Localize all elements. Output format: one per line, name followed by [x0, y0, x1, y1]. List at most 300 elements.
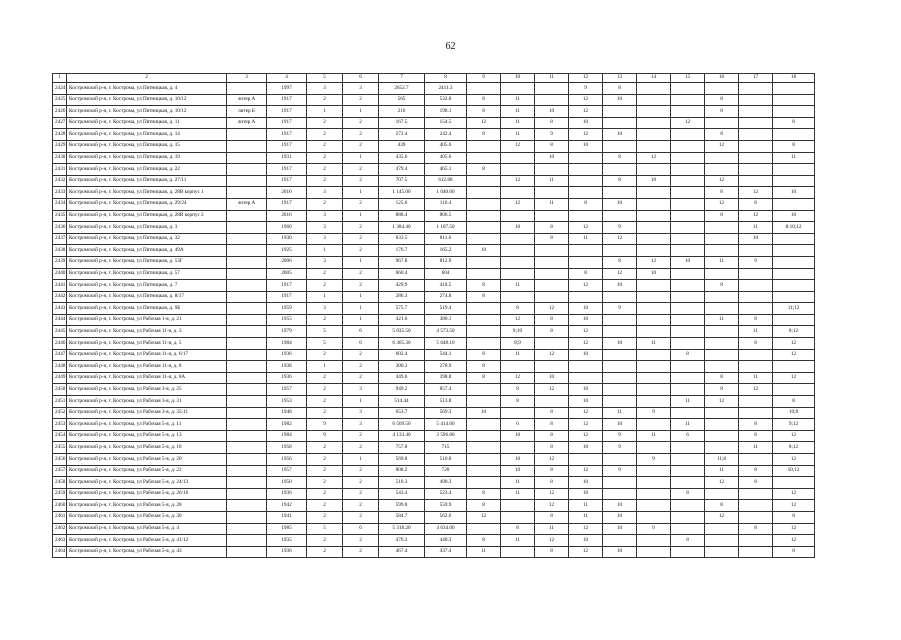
row-number-cell: 2434 — [53, 198, 67, 210]
table-cell: 8 — [603, 175, 637, 187]
table-cell — [467, 326, 501, 338]
table-cell: 479.4 — [379, 164, 425, 176]
address-cell: Костромской р-н, г. Кострома, ул Пятницкая, д. 57 — [67, 268, 227, 280]
table-cell: 125.6 — [379, 198, 425, 210]
table-cell: 2 — [343, 500, 379, 512]
row-number-cell: 2441 — [53, 280, 67, 292]
row-number-cell: 2454 — [53, 430, 67, 442]
table-cell: 11 — [501, 535, 535, 547]
table-cell: 510.8 — [425, 454, 467, 466]
table-cell: 1955 — [267, 314, 307, 326]
table-cell: 8 — [467, 349, 501, 361]
address-cell: Костромской р-н, г. Кострома, ул Пятницкая, д. 11 — [67, 117, 227, 129]
table-cell: 1984 — [267, 430, 307, 442]
table-cell — [535, 268, 569, 280]
table-cell: 8 — [569, 198, 603, 210]
table-cell — [227, 407, 267, 419]
table-cell: 10 — [569, 442, 603, 454]
row-number-cell: 2431 — [53, 164, 67, 176]
table-cell — [637, 140, 671, 152]
table-cell: 10 — [467, 407, 501, 419]
table-cell: 8 — [467, 488, 501, 500]
column-number-cell: 6 — [343, 74, 379, 83]
table-cell: литер А — [227, 94, 267, 106]
table-cell — [501, 83, 535, 95]
table-cell — [535, 245, 569, 257]
table-cell — [227, 430, 267, 442]
table-cell: 12 — [569, 546, 603, 558]
table-cell: 4 133.40 — [379, 430, 425, 442]
column-number-cell: 8 — [425, 74, 467, 83]
table-cell: 8 — [705, 187, 739, 199]
table-cell: 11 — [705, 465, 739, 477]
table-cell: 10 — [501, 454, 535, 466]
table-cell: 1 — [343, 256, 379, 268]
table-cell: 1957 — [267, 465, 307, 477]
table-cell — [671, 326, 705, 338]
table-cell: 12 — [603, 233, 637, 245]
table-cell: 8 — [739, 338, 773, 350]
table-row — [53, 164, 815, 176]
table-cell — [671, 152, 705, 164]
row-number-cell: 2430 — [53, 152, 67, 164]
table-cell: 12 — [637, 152, 671, 164]
table-cell: 12 — [569, 129, 603, 141]
table-cell: 2 — [307, 454, 343, 466]
table-cell: 2 — [307, 349, 343, 361]
address-cell: Костромской р-н, г. Кострома, ул Пятницкая, д. 8/17 — [67, 291, 227, 303]
table-cell — [501, 500, 535, 512]
column-number-cell: 17 — [739, 74, 773, 83]
table-cell — [671, 523, 705, 535]
table-cell: 2 — [343, 442, 379, 454]
table-cell: 2 — [307, 129, 343, 141]
row-number-cell: 2458 — [53, 477, 67, 489]
table-cell — [467, 465, 501, 477]
address-cell: Костромской р-н, г. Кострома, ул Пятницкая, д. 3 — [67, 222, 227, 234]
row-number-cell: 2443 — [53, 303, 67, 315]
table-cell: 523.4 — [425, 488, 467, 500]
table-cell: 8 — [535, 511, 569, 523]
table-cell — [773, 233, 815, 245]
table-cell: 278.9 — [425, 361, 467, 373]
table-cell: 8;12 — [773, 326, 815, 338]
table-cell — [227, 175, 267, 187]
table-cell — [739, 454, 773, 466]
table-cell: 2006 — [267, 256, 307, 268]
table-cell: 1953 — [267, 396, 307, 408]
row-number-cell: 2435 — [53, 210, 67, 222]
table-cell: 11 — [467, 546, 501, 558]
address-cell: Костромской р-н, г. Кострома, ул Пятницкая, д. 53Г — [67, 256, 227, 268]
table-cell: 8 — [739, 465, 773, 477]
table-cell — [227, 465, 267, 477]
table-cell: 2 — [343, 129, 379, 141]
row-number-cell: 2433 — [53, 187, 67, 199]
table-cell — [637, 361, 671, 373]
table-cell: 5 — [307, 338, 343, 350]
table-cell: 116.4 — [425, 198, 467, 210]
table-row — [53, 349, 815, 361]
row-number-cell: 2449 — [53, 372, 67, 384]
row-number-cell: 2450 — [53, 384, 67, 396]
table-cell — [227, 303, 267, 315]
table-cell: 176.7 — [379, 245, 425, 257]
table-cell: 11 — [671, 419, 705, 431]
table-cell — [227, 349, 267, 361]
table-cell — [671, 187, 705, 199]
column-number-cell: 13 — [603, 74, 637, 83]
table-cell — [705, 152, 739, 164]
table-row — [53, 384, 815, 396]
table-cell — [535, 210, 569, 222]
table-cell — [569, 361, 603, 373]
table-cell: 2652.7 — [379, 83, 425, 95]
address-cell: Костромской р-н, г. Кострома, ул Рабочая 11-я, д. 8А — [67, 372, 227, 384]
table-cell: 8 — [739, 477, 773, 489]
table-cell: 599.8 — [379, 500, 425, 512]
table-cell: 1935 — [267, 535, 307, 547]
table-cell: 12 — [501, 372, 535, 384]
table-cell: 532.8 — [425, 94, 467, 106]
table-cell: 2 — [307, 175, 343, 187]
table-cell: 3 — [307, 187, 343, 199]
table-cell: 10 — [569, 384, 603, 396]
table-cell: 565 — [379, 94, 425, 106]
table-cell: 8 — [773, 511, 815, 523]
table-cell: 10 — [603, 280, 637, 292]
table-cell: 10 — [535, 152, 569, 164]
table-cell: 10 — [603, 500, 637, 512]
table-cell — [637, 198, 671, 210]
table-cell: 10 — [569, 535, 603, 547]
address-cell: Костромской р-н, г. Кострома, ул Пятницкая, д. 49А — [67, 245, 227, 257]
table-cell: 8 — [705, 94, 739, 106]
table-cell: 2 — [307, 140, 343, 152]
table-cell: 12 — [773, 500, 815, 512]
table-cell: 12 — [501, 140, 535, 152]
table-cell — [671, 361, 705, 373]
table-cell — [637, 83, 671, 95]
address-cell: Костромской р-н, г. Кострома, ул Пятницкая, д. 14 — [67, 129, 227, 141]
table-cell: 8 — [467, 535, 501, 547]
table-cell — [739, 511, 773, 523]
table-cell: 449.6 — [379, 372, 425, 384]
table-cell — [535, 338, 569, 350]
table-cell: 8 — [535, 419, 569, 431]
table-cell: 1917 — [267, 291, 307, 303]
table-cell: 1958 — [267, 442, 307, 454]
table-cell — [603, 314, 637, 326]
table-cell — [705, 291, 739, 303]
table-cell: 11 — [501, 106, 535, 118]
table-cell: 8;10;12 — [773, 222, 815, 234]
table-row — [53, 430, 815, 442]
table-cell — [535, 361, 569, 373]
table-cell — [637, 245, 671, 257]
table-cell — [603, 187, 637, 199]
table-cell: 11 — [739, 326, 773, 338]
table-cell: 242.4 — [425, 129, 467, 141]
table-cell: 8 — [773, 546, 815, 558]
table-cell: 8 — [739, 523, 773, 535]
table-cell: 8 — [773, 396, 815, 408]
table-cell — [773, 361, 815, 373]
table-cell: 8 — [671, 488, 705, 500]
table-cell — [773, 198, 815, 210]
table-cell — [227, 488, 267, 500]
table-cell — [705, 523, 739, 535]
table-cell: 274.8 — [425, 291, 467, 303]
table-cell — [637, 396, 671, 408]
table-cell: 12 — [773, 488, 815, 500]
table-cell: 11 — [705, 314, 739, 326]
table-cell: 12 — [705, 198, 739, 210]
address-cell: Костромской р-н, г. Кострома, ул Рабочая 5-я, д. 30 — [67, 511, 227, 523]
table-cell: 9 — [739, 256, 773, 268]
table-cell: 11 — [501, 94, 535, 106]
table-cell — [671, 384, 705, 396]
table-cell: 11 — [501, 129, 535, 141]
table-cell: 2 — [343, 233, 379, 245]
table-cell — [705, 268, 739, 280]
table-cell: 12 — [467, 511, 501, 523]
table-cell — [671, 83, 705, 95]
table-cell: 12 — [569, 326, 603, 338]
table-cell: 1925 — [267, 245, 307, 257]
table-cell — [773, 268, 815, 280]
table-cell: 2 — [307, 465, 343, 477]
table-cell: 2 — [343, 280, 379, 292]
table-cell — [637, 546, 671, 558]
table-cell — [773, 94, 815, 106]
table-cell: 1 — [343, 106, 379, 118]
row-number-cell: 2453 — [53, 419, 67, 431]
table-cell — [637, 303, 671, 315]
table-cell: 12 — [535, 303, 569, 315]
table-cell: 8 — [773, 140, 815, 152]
table-cell: 6 365.30 — [379, 338, 425, 350]
row-number-cell: 2445 — [53, 326, 67, 338]
table-cell: 3 — [307, 83, 343, 95]
table-cell: 8 — [467, 372, 501, 384]
table-cell: 12 — [705, 396, 739, 408]
table-cell — [637, 280, 671, 292]
table-cell: 10 — [569, 349, 603, 361]
table-cell — [739, 291, 773, 303]
table-cell: 440.3 — [425, 535, 467, 547]
table-cell: 513.8 — [425, 396, 467, 408]
table-cell: 584.7 — [379, 511, 425, 523]
table-cell: 154.5 — [425, 117, 467, 129]
table-cell: 2 — [343, 198, 379, 210]
table-cell: 811.6 — [425, 233, 467, 245]
table-cell — [467, 175, 501, 187]
table-cell — [501, 233, 535, 245]
table-cell: 11 — [535, 523, 569, 535]
row-number-cell: 2425 — [53, 94, 67, 106]
row-number-cell: 2456 — [53, 454, 67, 466]
table-row — [53, 465, 815, 477]
table-cell — [739, 83, 773, 95]
table-cell: 1917 — [267, 140, 307, 152]
table-cell — [739, 488, 773, 500]
table-cell — [671, 442, 705, 454]
table-cell: 2 — [307, 94, 343, 106]
table-cell — [467, 396, 501, 408]
table-cell: 2 — [343, 94, 379, 106]
table-cell: 8 — [467, 500, 501, 512]
table-cell: 11 — [569, 233, 603, 245]
table-cell: 11 — [773, 152, 815, 164]
table-cell: 12 — [739, 210, 773, 222]
table-cell: 1917 — [267, 164, 307, 176]
table-row — [53, 546, 815, 558]
table-cell — [637, 94, 671, 106]
table-cell: 8 — [739, 314, 773, 326]
table-cell — [671, 291, 705, 303]
address-cell: Костромской р-н, г. Кострома, ул Пятницкая, д. 28В корпус 1 — [67, 187, 227, 199]
row-number-cell: 2429 — [53, 140, 67, 152]
table-cell: 11 — [705, 256, 739, 268]
row-number-cell: 2462 — [53, 523, 67, 535]
address-cell: Костромской р-н, г. Кострома, ул Пятницкая, д. 28В корпус 2 — [67, 210, 227, 222]
table-row — [53, 419, 815, 431]
table-cell — [671, 175, 705, 187]
table-cell — [227, 314, 267, 326]
table-cell — [603, 361, 637, 373]
table-cell — [739, 500, 773, 512]
table-cell — [227, 396, 267, 408]
table-cell — [705, 546, 739, 558]
table-cell: 1 — [343, 303, 379, 315]
table-cell: 2 — [343, 175, 379, 187]
table-cell: 12 — [637, 256, 671, 268]
address-cell: Костромской р-н, г. Кострома, ул Рабочая 5-я, д. 4 — [67, 523, 227, 535]
address-cell: Костромской р-н, г. Кострома, ул Пятницкая, д. 7 — [67, 280, 227, 292]
table-cell: 8 — [535, 326, 569, 338]
table-cell: 1 — [343, 314, 379, 326]
table-cell: литер А — [227, 117, 267, 129]
table-row — [53, 106, 815, 118]
table-cell — [603, 106, 637, 118]
table-cell — [501, 164, 535, 176]
table-cell: 3 — [307, 222, 343, 234]
table-cell: 2 — [307, 442, 343, 454]
table-cell — [637, 488, 671, 500]
table-cell: 1917 — [267, 198, 307, 210]
table-cell: 1 107.50 — [425, 222, 467, 234]
row-number-cell: 2444 — [53, 314, 67, 326]
table-cell: 12 — [773, 430, 815, 442]
table-cell: 8 — [467, 129, 501, 141]
table-cell: 2 — [343, 164, 379, 176]
table-cell — [671, 314, 705, 326]
table-cell: 857.4 — [425, 384, 467, 396]
table-cell — [773, 291, 815, 303]
table-cell — [603, 477, 637, 489]
address-cell: Костромской р-н, г. Кострома, ул Рабочая 5-я, д. 18 — [67, 442, 227, 454]
table-row — [53, 187, 815, 199]
table-cell: 8 — [535, 465, 569, 477]
row-number-cell: 2452 — [53, 407, 67, 419]
table-cell: 3 — [343, 407, 379, 419]
table-cell — [739, 361, 773, 373]
table-cell — [569, 256, 603, 268]
table-cell: 8 — [739, 430, 773, 442]
table-cell — [227, 338, 267, 350]
table-cell: 8 — [535, 430, 569, 442]
address-cell: Костромской р-н, г. Кострома, ул Рабочая 5-я, д. 11 — [67, 419, 227, 431]
table-cell — [501, 407, 535, 419]
table-cell: 1 384.40 — [379, 222, 425, 234]
table-cell: 10 — [569, 303, 603, 315]
table-cell: 1984 — [267, 338, 307, 350]
table-cell — [705, 535, 739, 547]
address-cell: Костромской р-н, г. Кострома, ул Рабочая 5-я, д. 43 — [67, 546, 227, 558]
table-cell: 470.3 — [379, 535, 425, 547]
column-number-cell: 9 — [467, 74, 501, 83]
table-cell — [569, 164, 603, 176]
table-cell — [705, 303, 739, 315]
table-cell: 812.9 — [425, 256, 467, 268]
table-cell: 8 — [773, 117, 815, 129]
table-cell: 12 — [501, 198, 535, 210]
table-cell — [671, 164, 705, 176]
address-cell: Костромской р-н, г. Кострома, ул Пятницкая, д. 19 — [67, 152, 227, 164]
table-cell: 9;12 — [773, 419, 815, 431]
table-cell: 8 — [671, 535, 705, 547]
table-cell: 10 — [569, 140, 603, 152]
table-cell — [603, 210, 637, 222]
address-cell: Костромской р-н, г. Кострома, ул Рабочая 5-я, д. 20 — [67, 454, 227, 466]
address-cell: Костромской р-н, г. Кострома, ул Рабочая 11-я, д. 8 — [67, 361, 227, 373]
table-cell: 12 — [705, 140, 739, 152]
table-cell: 2 — [343, 222, 379, 234]
table-cell: 8 — [535, 442, 569, 454]
table-cell: 12 — [705, 511, 739, 523]
column-number-cell: 1 — [53, 74, 67, 83]
table-cell — [501, 268, 535, 280]
table-cell — [671, 245, 705, 257]
table-row — [53, 222, 815, 234]
table-cell: 9 — [603, 465, 637, 477]
table-row — [53, 396, 815, 408]
table-cell: 604 — [425, 268, 467, 280]
table-cell: 10 — [739, 233, 773, 245]
table-cell: 10 — [603, 94, 637, 106]
table-row — [53, 314, 815, 326]
table-cell: 8;9 — [501, 338, 535, 350]
table-cell — [705, 361, 739, 373]
table-cell: 11 — [501, 117, 535, 129]
table-row — [53, 407, 815, 419]
table-row — [53, 152, 815, 164]
table-cell: литер Б — [227, 106, 267, 118]
table-cell — [773, 245, 815, 257]
table-cell: 405.6 — [425, 140, 467, 152]
table-cell: 1 — [343, 210, 379, 222]
table-row — [53, 233, 815, 245]
table-cell: 8 — [535, 117, 569, 129]
table-cell — [227, 129, 267, 141]
table-cell — [637, 314, 671, 326]
table-cell — [671, 338, 705, 350]
table-cell — [467, 222, 501, 234]
table-cell: 9 — [535, 129, 569, 141]
table-cell: 1917 — [267, 280, 307, 292]
table-cell: 2 — [307, 314, 343, 326]
